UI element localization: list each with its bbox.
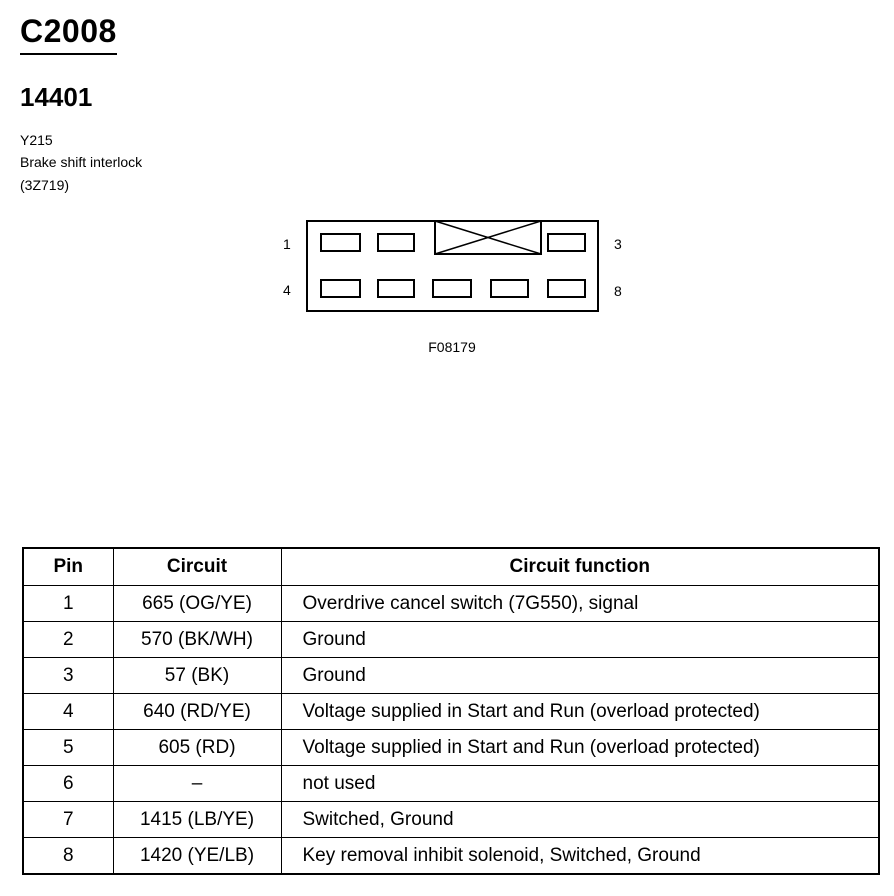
table-row [23,658,879,694]
pin-cell: 4 [23,694,113,730]
circuit-cell: 1415 (LB/YE) [113,802,281,838]
pin-cell: 5 [23,730,113,766]
component-name-line: Brake shift interlock [20,154,143,170]
pin-cell: 2 [23,622,113,658]
pin-cavity-1 [321,234,360,251]
pin-label-bottom-right: 8 [614,283,622,299]
pin-label-top-right: 3 [614,236,622,252]
pin-cavity-5 [378,280,414,297]
blocked-cavity [435,221,541,254]
pin-cell: 1 [23,586,113,622]
function-cell: Switched, Ground [281,802,879,838]
pin-cavity-7 [491,280,528,297]
table-row [23,838,879,875]
part-number: 14401 [20,82,93,112]
pinout-table [22,547,880,875]
circuit-cell: 57 (BK) [113,658,281,694]
connector-face-diagram [280,215,640,320]
function-cell: not used [281,766,879,802]
table-row [23,694,879,730]
pin-cavity-6 [433,280,471,297]
pin-cell: 7 [23,802,113,838]
pin-cavity-2 [378,234,414,251]
pin-label-top-left: 1 [283,236,291,252]
connector-title: C2008 [20,12,117,55]
function-cell: Voltage supplied in Start and Run (overload protected) [281,694,879,730]
pin-cell: 8 [23,838,113,875]
circuit-cell: 665 (OG/YE) [113,586,281,622]
pin-cavity-4 [321,280,360,297]
header-circuit: Circuit [113,548,281,586]
function-cell: Ground [281,658,879,694]
function-cell: Key removal inhibit solenoid, Switched, Ground [281,838,879,875]
connector-id-line: Y215 [20,132,53,148]
table-row [23,766,879,802]
circuit-cell: 1420 (YE/LB) [113,838,281,875]
pin-cavity-3 [548,234,585,251]
circuit-cell: 605 (RD) [113,730,281,766]
function-cell: Voltage supplied in Start and Run (overload protected) [281,730,879,766]
circuit-cell: 640 (RD/YE) [113,694,281,730]
table-header-row [23,548,879,586]
circuit-cell: – [113,766,281,802]
circuit-cell: 570 (BK/WH) [113,622,281,658]
function-cell: Ground [281,622,879,658]
table-row [23,622,879,658]
table-row [23,802,879,838]
pin-label-bottom-left: 4 [283,282,291,298]
header-circuit-function: Circuit function [281,548,879,586]
component-code-line: (3Z719) [20,177,70,193]
pin-cell: 3 [23,658,113,694]
table-row [23,586,879,622]
header-pin: Pin [23,548,113,586]
function-cell: Overdrive cancel switch (7G550), signal [281,586,879,622]
table-row [23,730,879,766]
pin-cell: 6 [23,766,113,802]
figure-id: F08179 [428,339,476,355]
pin-cavity-8 [548,280,585,297]
